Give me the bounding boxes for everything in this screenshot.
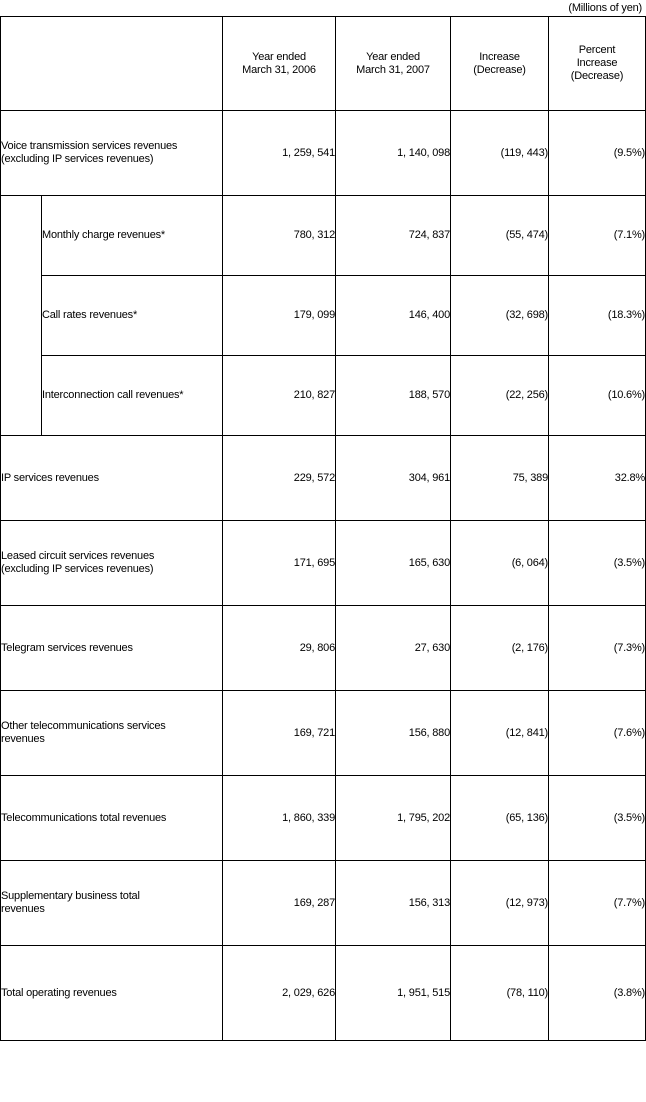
- row-label-line2: revenues: [1, 903, 45, 915]
- header-percent-line2: Increase: [576, 57, 618, 69]
- cell-percent: (7.1%): [549, 196, 646, 276]
- cell-increase: (12, 973): [451, 861, 549, 946]
- row-label-supplementary-business: [1, 861, 223, 946]
- row-label-total-operating-revenues: [1, 946, 223, 1041]
- row-label-line2: (excluding IP services revenues): [1, 153, 154, 165]
- cell-y2007: 188, 570: [336, 356, 451, 436]
- row-label-line1: Other telecommunications services: [1, 720, 166, 732]
- row-label-line2: revenues: [1, 733, 45, 745]
- header-year-2007-line2: March 31, 2007: [356, 63, 430, 76]
- cell-y2006: 169, 721: [223, 691, 336, 776]
- table-row: [1, 691, 646, 776]
- row-indent-spacer: [1, 356, 42, 436]
- cell-increase: 75, 389: [451, 436, 549, 521]
- header-percent-line3: (Decrease): [570, 70, 624, 82]
- cell-y2007: 156, 313: [336, 861, 451, 946]
- table-row-sub: [1, 276, 646, 356]
- cell-y2007: 724, 837: [336, 196, 451, 276]
- cell-percent: (9.5%): [549, 111, 646, 196]
- cell-increase: (55, 474): [451, 196, 549, 276]
- row-label-leased-circuit: [1, 521, 223, 606]
- row-label-line1: Telecommunications total revenues: [1, 811, 167, 824]
- header-year-2007-line1: Year ended: [366, 50, 420, 63]
- header-year-2006-line2: March 31, 2006: [242, 63, 316, 76]
- cell-increase: (22, 256): [451, 356, 549, 436]
- cell-y2006: 179, 099: [223, 276, 336, 356]
- cell-percent: (3.5%): [549, 521, 646, 606]
- cell-y2006: 210, 827: [223, 356, 336, 436]
- table-row: [1, 606, 646, 691]
- table-row: [1, 111, 646, 196]
- header-year-2007: [336, 17, 451, 111]
- cell-y2007: 1, 795, 202: [336, 776, 451, 861]
- cell-y2006: 171, 695: [223, 521, 336, 606]
- table-header-row: [1, 17, 646, 111]
- header-percent-increase: [549, 17, 646, 111]
- revenue-breakdown-table: [0, 16, 646, 1041]
- row-label-line1: Interconnection call revenues*: [42, 389, 184, 401]
- cell-percent: (18.3%): [549, 276, 646, 356]
- cell-y2006: 29, 806: [223, 606, 336, 691]
- table-row-total: [1, 861, 646, 946]
- cell-y2007: 1, 951, 515: [336, 946, 451, 1041]
- cell-percent: (3.8%): [549, 946, 646, 1041]
- header-increase-line2: (Decrease): [473, 63, 526, 76]
- cell-increase: (78, 110): [451, 946, 549, 1041]
- cell-y2007: 1, 140, 098: [336, 111, 451, 196]
- row-indent-spacer: [1, 276, 42, 356]
- cell-y2007: 165, 630: [336, 521, 451, 606]
- row-label-voice-transmission: [1, 111, 223, 196]
- cell-increase: (6, 064): [451, 521, 549, 606]
- cell-y2007: 27, 630: [336, 606, 451, 691]
- cell-y2006: 2, 029, 626: [223, 946, 336, 1041]
- cell-increase: (65, 136): [451, 776, 549, 861]
- row-label-line1: Call rates revenues*: [42, 309, 138, 321]
- cell-percent: (7.6%): [549, 691, 646, 776]
- cell-y2006: 1, 860, 339: [223, 776, 336, 861]
- table-row-sub: [1, 196, 646, 276]
- cell-percent: (7.7%): [549, 861, 646, 946]
- row-label-line2: (excluding IP services revenues): [1, 563, 154, 575]
- cell-increase: (32, 698): [451, 276, 549, 356]
- row-label-ip-services: [1, 436, 223, 521]
- header-increase-line1: Increase: [479, 50, 520, 63]
- cell-percent: (3.5%): [549, 776, 646, 861]
- row-label-line1: Voice transmission services revenues: [1, 140, 178, 152]
- row-label-line1: Monthly charge revenues*: [42, 229, 165, 241]
- cell-percent: (7.3%): [549, 606, 646, 691]
- row-label-line1: Leased circuit services revenues: [1, 550, 155, 562]
- row-indent-spacer: [1, 196, 42, 276]
- units-caption: (Millions of yen): [568, 2, 642, 14]
- row-label-line1: IP services revenues: [1, 471, 99, 484]
- table-row-sub: [1, 356, 646, 436]
- cell-y2006: 1, 259, 541: [223, 111, 336, 196]
- table-row: [1, 436, 646, 521]
- cell-percent: (10.6%): [549, 356, 646, 436]
- row-label-line1: Total operating revenues: [1, 986, 117, 999]
- table-row: [1, 521, 646, 606]
- header-year-2006: [223, 17, 336, 111]
- table-row-grand-total: [1, 946, 646, 1041]
- header-label-blank: [1, 17, 223, 111]
- row-label-line1: Supplementary business total: [1, 890, 140, 902]
- header-increase: [451, 17, 549, 111]
- cell-increase: (2, 176): [451, 606, 549, 691]
- cell-y2006: 169, 287: [223, 861, 336, 946]
- row-label-telecom-total: [1, 776, 223, 861]
- row-label-interconnection-call: [42, 356, 223, 436]
- table-row-total: [1, 776, 646, 861]
- row-label-line1: Telegram services revenues: [1, 641, 133, 654]
- cell-increase: (12, 841): [451, 691, 549, 776]
- cell-y2006: 780, 312: [223, 196, 336, 276]
- header-percent-line1: Percent: [578, 44, 616, 56]
- row-label-call-rates: [42, 276, 223, 356]
- cell-y2007: 146, 400: [336, 276, 451, 356]
- header-year-2006-line1: Year ended: [252, 50, 306, 63]
- cell-y2007: 156, 880: [336, 691, 451, 776]
- row-label-other-telecom-services: [1, 691, 223, 776]
- cell-y2006: 229, 572: [223, 436, 336, 521]
- row-label-telegram-services: [1, 606, 223, 691]
- row-label-monthly-charge: [42, 196, 223, 276]
- cell-percent: 32.8%: [549, 436, 646, 521]
- cell-increase: (119, 443): [451, 111, 549, 196]
- cell-y2007: 304, 961: [336, 436, 451, 521]
